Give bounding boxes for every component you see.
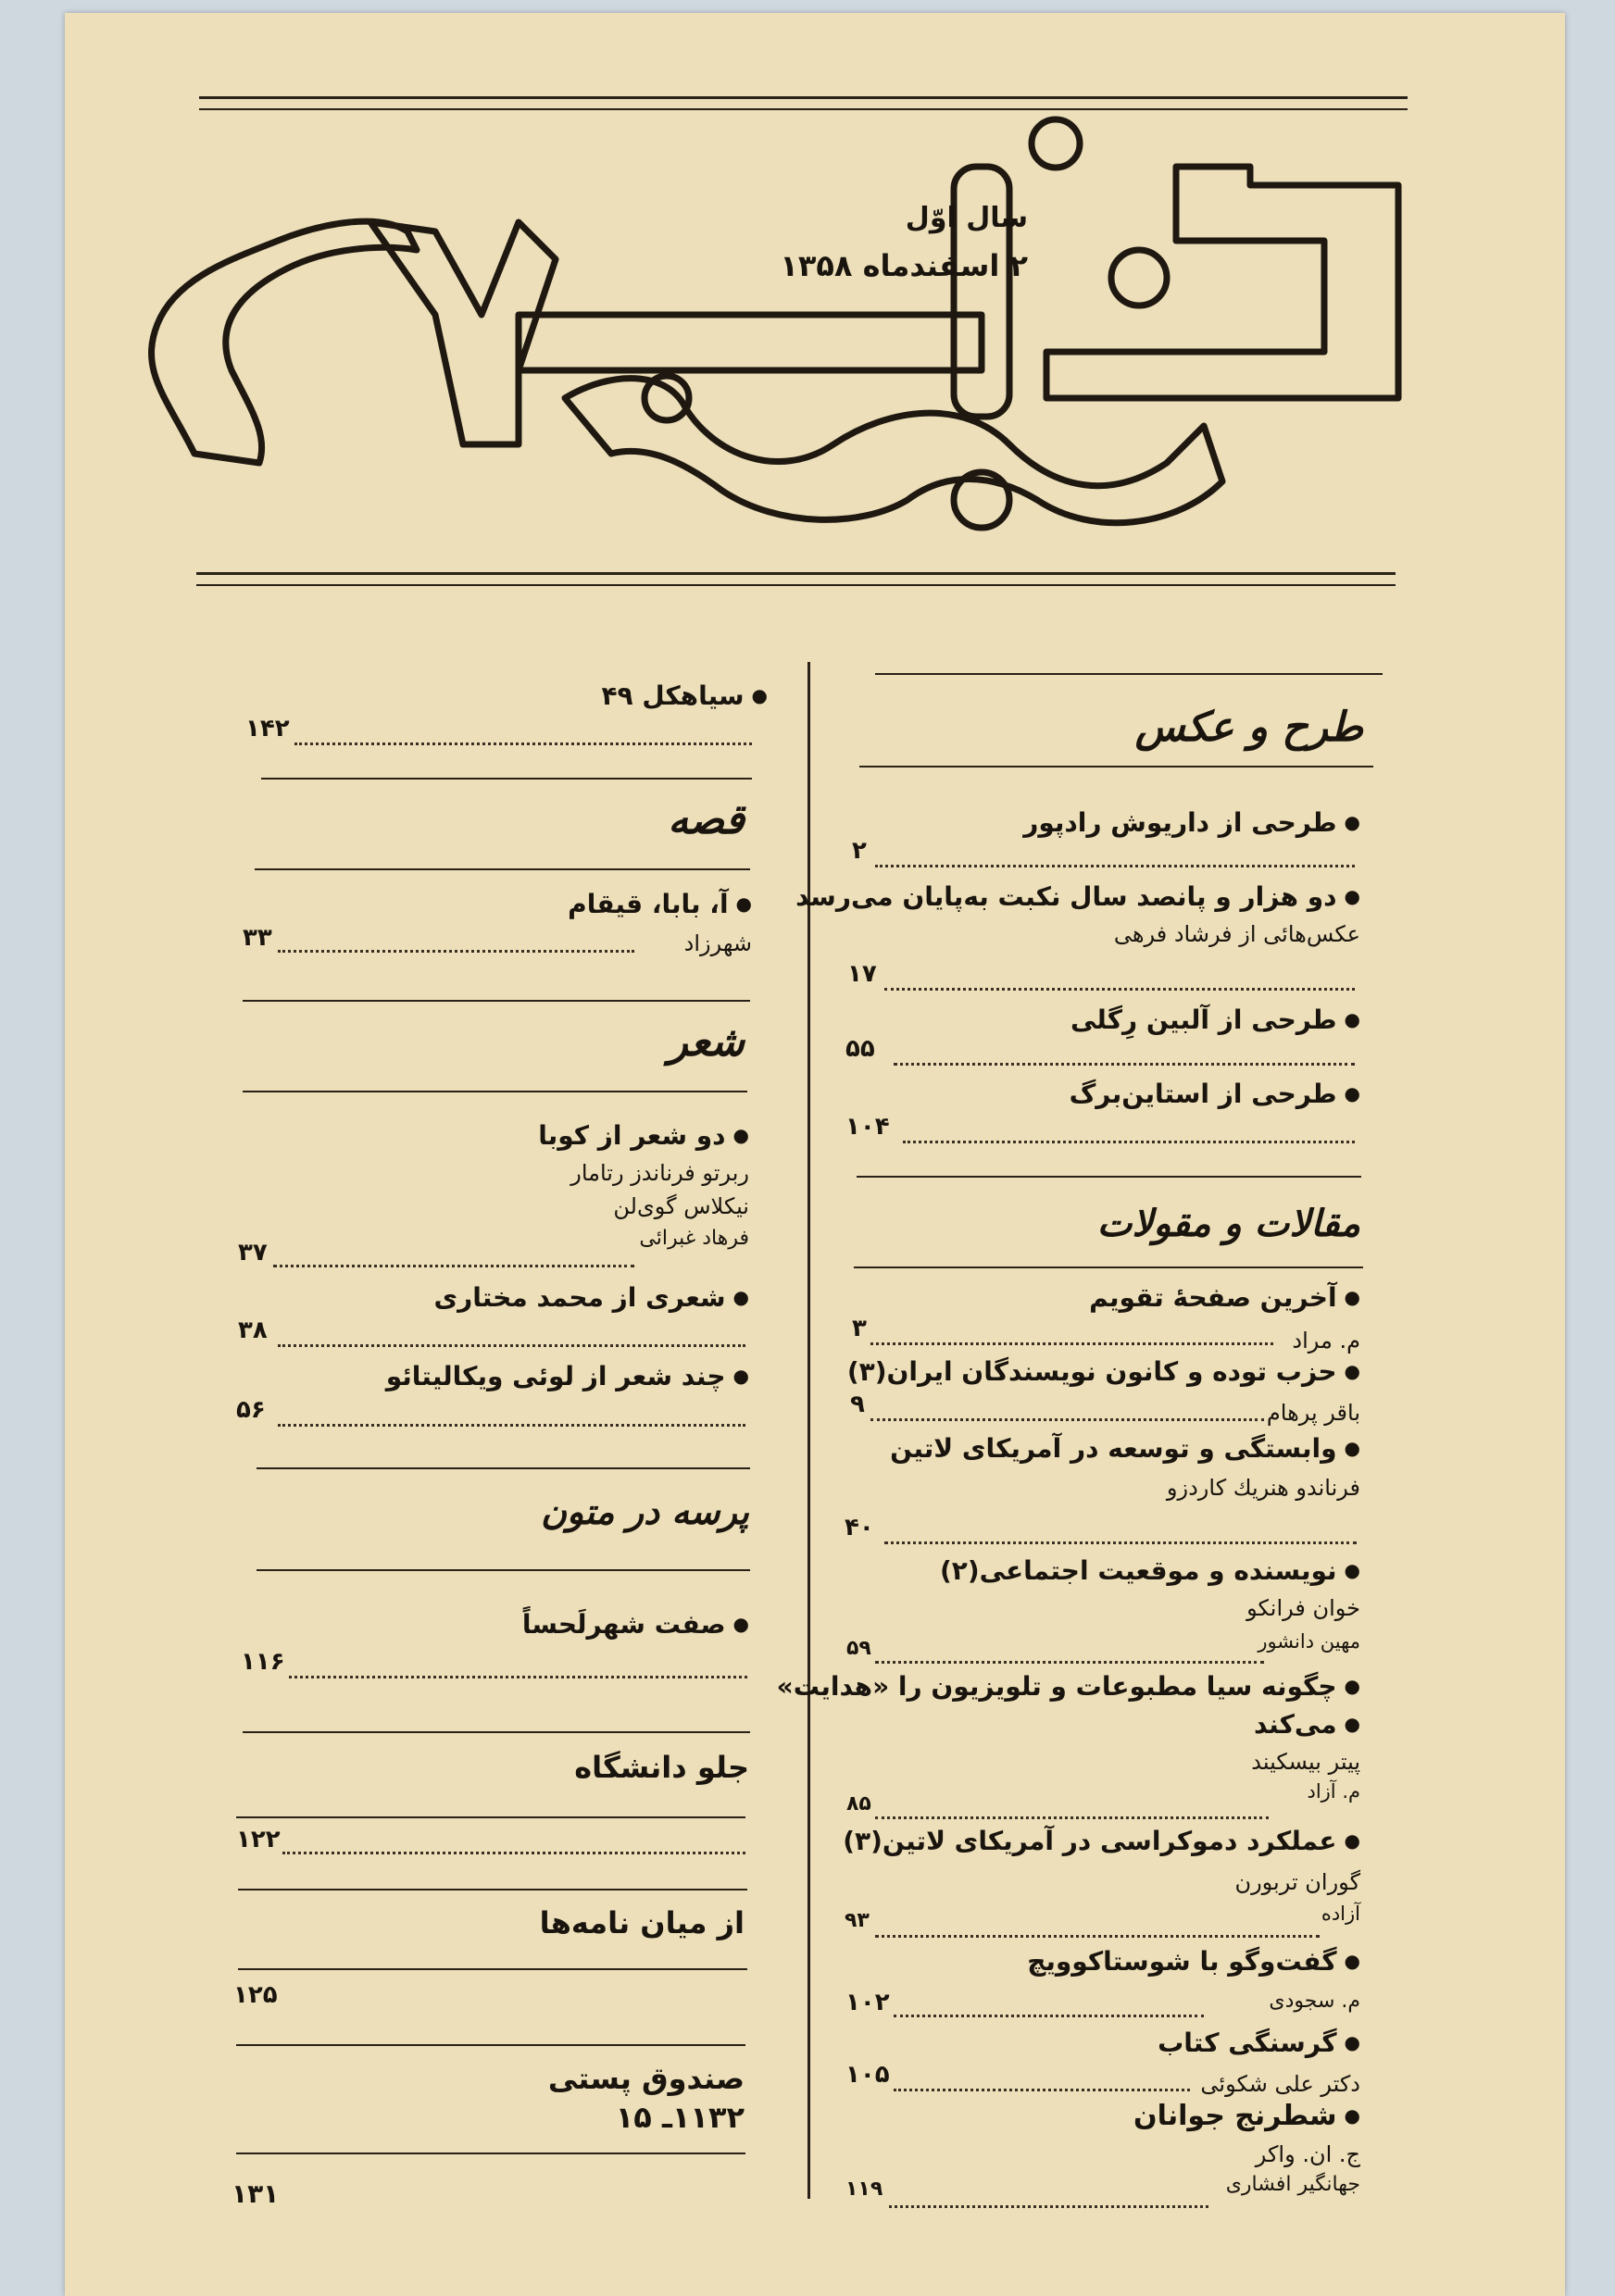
dot-leader <box>884 1541 1357 1544</box>
toc-entry-subtitle: عکس‌هائی از فرشاد فرهی <box>1113 921 1360 947</box>
section-rule <box>257 1569 750 1571</box>
toc-entry-author: آزاده <box>1321 1903 1360 1925</box>
toc-entry-author: مهین دانشور <box>1258 1630 1360 1653</box>
page-number: ۹۳ <box>845 1909 870 1932</box>
mid-double-rule <box>196 572 1396 586</box>
toc-entry[interactable] <box>1027 1946 1360 2013</box>
section-rule <box>243 1091 747 1092</box>
logo-artwork <box>130 93 1426 555</box>
page-number: ۳ <box>852 1315 867 1342</box>
toc-entry-title: ● وابستگی و توسعه در آمریکای لاتین <box>890 1433 1360 1464</box>
section-title-poetry: شعر <box>668 1018 745 1066</box>
toc-entry-title: ● طرحی از داریوش رادپور <box>1023 807 1360 838</box>
section-rule <box>875 673 1383 675</box>
toc-entry-author: م. آزاد <box>1307 1780 1360 1803</box>
toc-entry[interactable] <box>1133 2100 1360 2196</box>
logo-kaf-shape <box>1046 167 1398 398</box>
toc-entry[interactable] <box>890 1433 1360 1501</box>
toc-entry-title: ● گفت‌وگو با شوستاکوویچ <box>1027 1946 1360 1977</box>
toc-entry-title: ● چگونه سیا مطبوعات و تلویزیون را «هدایت» <box>777 1671 1360 1702</box>
page-number: ۱۱۹ <box>845 2177 883 2201</box>
dot-leader <box>289 1676 747 1678</box>
issue-digit-seven-shape <box>370 222 556 444</box>
page-number: ۳۸ <box>238 1316 268 1344</box>
toc-entry-title: ● دو شعر از کوبا <box>538 1120 749 1151</box>
page-number: ۴۰ <box>845 1514 874 1541</box>
dot-leader <box>278 1424 745 1427</box>
dot-leader <box>884 988 1355 991</box>
page-number: ۳۷ <box>238 1239 268 1267</box>
toc-entry-title: ● شعری از محمد مختاری <box>433 1282 749 1313</box>
toc-entry-title: ● طرحی از استاین‌برگ <box>1070 1079 1360 1109</box>
page-number: ۱۱۶ <box>241 1648 285 1676</box>
toc-entry-author: باقر پرهام <box>1266 1400 1360 1426</box>
toc-entry-author: فرناندو هنریك کاردزو <box>1166 1475 1360 1501</box>
toc-entry[interactable] <box>940 1555 1360 1653</box>
section-rule <box>238 1968 747 1970</box>
toc-entry-subtitle: ج. ان. واکر <box>1255 2141 1360 2167</box>
section-rule <box>243 1731 750 1733</box>
toc-entry-title: ● شطرنج جوانان <box>1133 2100 1360 2132</box>
dot-leader <box>889 2205 1208 2208</box>
section-rule <box>236 2044 745 2046</box>
dot-leader <box>875 865 1355 867</box>
toc-entry-title: ● طرحی از آلبین رِگلی <box>1070 1004 1360 1035</box>
section-title-story: قصه <box>668 796 745 843</box>
section-rule <box>257 1467 750 1469</box>
toc-entry-title: ● چند شعر از لوئی ویکالیتائو <box>386 1361 749 1391</box>
toc-entry-title: ● سیاهکل ۴۹ <box>601 680 768 711</box>
toc-entry-title: ● گرسنگی کتاب <box>1158 2028 1360 2058</box>
dot-leader <box>870 1418 1264 1421</box>
page-number: ۱۰۲ <box>845 1989 890 2016</box>
toc-entry[interactable] <box>1070 1004 1360 1035</box>
footer-page-number: ۱۳۱ <box>232 2178 280 2209</box>
section-rule <box>238 1889 747 1890</box>
section-title-university: جلو دانشگاه <box>574 1750 749 1785</box>
dot-leader <box>875 1661 1264 1664</box>
page-number: ۹ <box>850 1391 865 1418</box>
page-number: ۱۰۵ <box>845 2061 890 2089</box>
toc-entry-subtitle: خوان فرانکو <box>1246 1595 1360 1621</box>
toc-entry-author: م. سجودی <box>1269 1990 1360 2013</box>
toc-entry-title: ● صفت شهرلَحساً <box>522 1609 749 1640</box>
logo-be-shape <box>519 315 982 370</box>
page-number: ۵۵ <box>845 1035 875 1063</box>
section-title-letters: از میان نامه‌ها <box>539 1905 745 1940</box>
section-rule <box>261 778 752 780</box>
toc-entry[interactable] <box>795 881 1360 947</box>
page-number: ۵۹ <box>846 1637 871 1660</box>
page-number: ۸۵ <box>846 1792 871 1816</box>
page-number: ۱۲۵ <box>233 1981 278 2009</box>
page-number: ۱۷ <box>847 960 877 988</box>
section-rule <box>857 1176 1361 1178</box>
toc-entry-title: ● نویسنده و موقعیت اجتماعی(۲) <box>940 1555 1360 1586</box>
toc-entry[interactable] <box>386 1361 749 1391</box>
dot-leader <box>894 1063 1355 1066</box>
toc-entry[interactable] <box>433 1282 749 1313</box>
masthead <box>130 93 1426 555</box>
issue-digit-two-shape <box>152 221 417 463</box>
section-title-articles: مقالات و مقولات <box>1096 1202 1360 1245</box>
mailbox-number: ۱۱۳۲ـ ۱۵ <box>615 2100 745 2135</box>
issue-date: ۲ اسفندماه ۱۳۵۸ <box>780 248 1028 283</box>
dot-leader <box>273 1265 634 1267</box>
section-rule <box>236 2152 745 2154</box>
mailbox-title: صندوق پستی <box>547 2061 745 2096</box>
toc-entry-subtitle: گوران تربورن <box>1234 1869 1360 1895</box>
toc-entry[interactable] <box>568 889 752 956</box>
dot-leader <box>294 742 752 745</box>
dot-leader <box>278 1344 745 1347</box>
page-number: ۱۰۴ <box>845 1113 890 1141</box>
page-number: ۱۴۲ <box>245 715 290 742</box>
toc-entry-author: دکتر علی شکوئی <box>1200 2071 1360 2097</box>
toc-entry[interactable] <box>538 1120 749 1250</box>
toc-entry-author: شهرزاد <box>683 930 752 956</box>
toc-entry-author: م. مراد <box>1292 1328 1360 1354</box>
toc-entry-title: ● آخرین صفحهٔ تقویم <box>1089 1282 1360 1313</box>
section-rule <box>255 868 750 870</box>
dot-leader <box>278 950 634 953</box>
toc-entry[interactable] <box>777 1671 1360 1803</box>
toc-entry-title-continued: ● می‌کند <box>777 1709 1360 1740</box>
toc-entry-subtitle: ربرتو فرناندز رتامار <box>570 1160 749 1186</box>
toc-entry[interactable] <box>843 1826 1360 1925</box>
toc-entry-subtitle: پیتر بیسکیند <box>1251 1749 1360 1775</box>
toc-entry[interactable] <box>847 1356 1360 1426</box>
dot-leader <box>870 1342 1273 1345</box>
toc-entry-title: ● دو هزار و پانصد سال نکبت به‌پایان می‌رسد <box>795 881 1360 912</box>
section-rule <box>859 766 1373 767</box>
toc-entry-title: ● آ، بابا، قیقام <box>568 889 752 919</box>
page-number: ۱۲۲ <box>236 1826 281 1853</box>
toc-entry-title: ● عملکرد دموکراسی در آمریکای لاتین(۳) <box>843 1826 1360 1856</box>
section-title-design-photo: طرح و عکس <box>1134 704 1363 751</box>
dot-leader <box>875 1935 1320 1938</box>
toc-entry[interactable] <box>1023 807 1360 838</box>
logo-dot-1 <box>1032 119 1080 168</box>
section-title-texts: پرسه در متون <box>541 1491 749 1532</box>
dot-leader <box>894 2015 1204 2017</box>
toc-entry[interactable] <box>522 1609 749 1640</box>
toc-entry-author: جهانگیر افشاری <box>1225 2173 1360 2196</box>
dot-leader <box>282 1852 745 1854</box>
section-rule <box>854 1267 1363 1268</box>
toc-entry-subtitle: نیکلاس گوی‌لن <box>613 1193 749 1219</box>
toc-entry-title: ● حزب توده و کانون نویسندگان ایران(۳) <box>847 1356 1360 1387</box>
section-rule <box>243 1000 750 1002</box>
toc-entry[interactable] <box>1158 2028 1360 2097</box>
dot-leader <box>894 2089 1190 2091</box>
toc-entry[interactable] <box>1070 1079 1360 1109</box>
volume-label: سال اوّل <box>905 202 1028 234</box>
page-number: ۳۳ <box>243 924 272 952</box>
page-number: ۲ <box>852 837 867 865</box>
toc-entry-author: فرهاد غبرائی <box>639 1227 749 1250</box>
page-number: ۵۶ <box>236 1396 266 1424</box>
dot-leader <box>903 1141 1355 1143</box>
logo-dot-2 <box>1111 250 1167 306</box>
toc-entry[interactable] <box>601 680 768 711</box>
section-rule <box>236 1816 745 1818</box>
dot-leader <box>875 1816 1269 1819</box>
